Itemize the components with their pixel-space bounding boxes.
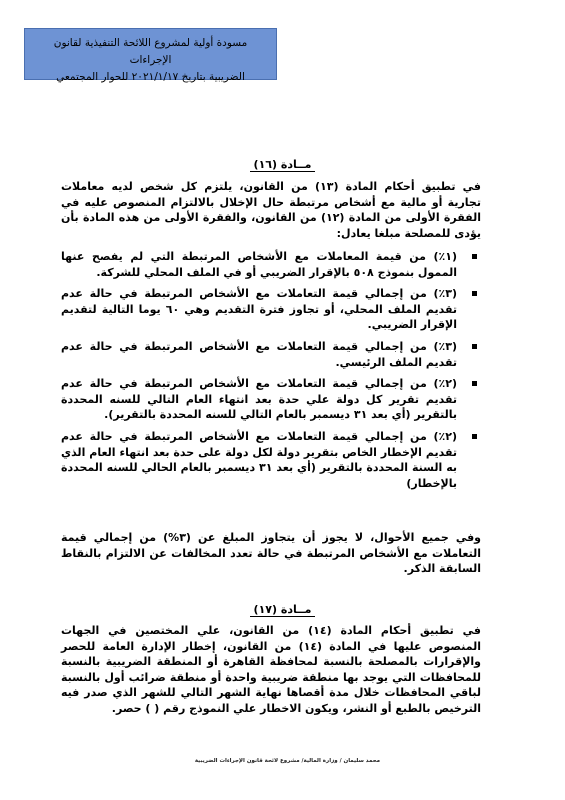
list-item xyxy=(61,249,481,280)
draft-notice-line1: مسودة أولية لمشروع اللائحة التنفيذية لقانون الإجراءات xyxy=(53,37,248,66)
article-16-title xyxy=(0,158,565,171)
bullet-icon xyxy=(472,344,477,349)
article-16-penalty-list xyxy=(61,249,481,497)
bullet-icon xyxy=(472,381,477,386)
list-item-text: (٣٪) من إجمالي قيمة التعاملات مع الأشخاص المرتبطة في حالة عدم تقديم الملف المحلي، أو تجاوز فترة التقديم وهي ٦٠ يوما التالية لتقديم الإقرار الضريبي. xyxy=(61,287,457,332)
bullet-icon xyxy=(472,291,477,296)
article-16-closing: وفي جميع الأحوال، لا يجوز أن يتجاوز المبلغ عن (٣%) من إجمالي قيمة التعاملات مع الأشخاص المرتبطة في حالة تعدد المخالفات عن الالتزام بالنقاط السابقة الذكر. xyxy=(61,531,482,576)
list-item xyxy=(61,376,481,423)
list-item-text: (٢٪) من إجمالي قيمة التعاملات مع الأشخاص المرتبطة في حالة عدم تقديم الإخطار الخاص بتقرير دولة لكل دولة على حدة بعد انتهاء العام الذي به السنة المحددة بالتقرير (أي بعد ٣١ ديسمبر بالعام الحالي للسنه المحددة بالإخطار) xyxy=(61,429,457,490)
page-footer: محمد سليمان / وزارة المالية/ مشروع لائحة قانون الإجراءات الضريبية xyxy=(194,758,380,764)
list-item-text: (٣٪) من إجمالي قيمة التعاملات مع الأشخاص المرتبطة في حالة عدم تقديم الملف الرئيسي. xyxy=(61,339,457,369)
article-16-intro: في تطبيق أحكام المادة (١٣) من القانون، يلتزم كل شخص لديه معاملات تجارية أو مالية مع أشخاص مرتبطة حال الإخلال بالالتزام المنصوص عليه في الفقرة الأولى من المادة (١٢) من القانون، والفقرة الأولى من هذه المادة بأن يؤدى للمصلحة مبلغا يعادل: xyxy=(61,180,482,240)
article-17-body: في تطبيق أحكام المادة (١٤) من القانون، علي المختصين في الجهات المنصوص عليها في المادة (١٤) من القانون، إخطار الإدارة العامة للحصر والإقرارات بالمصلحة بالنسبة لمحافظة القاهرة أو المنطقة الضريبية بالنسبة للمحافظات التي يوجد بها منطقة ضريبية واحدة أو منطقة ضرائب أول بالنسبة لباقي المحافظات خلال مدة أقصاها نهاية الشهر التالي للشهر الذي صدر فيه الترخيص بالطبع أو النشر، ويكون الاخطار علي النموذج رقم ( ) حصر. xyxy=(61,624,481,715)
article-16-title-text: مــادة (١٦) xyxy=(250,158,316,172)
article-17-title-text: مــادة (١٧) xyxy=(250,603,316,617)
draft-notice-box xyxy=(24,28,277,83)
list-item xyxy=(61,286,481,333)
list-item-text: (٢٪) من إجمالي قيمة التعاملات مع الأشخاص المرتبطة في حالة عدم تقديم تقرير كل دولة علي حدة بعد انتهاء العام التالي للسنه المحددة بالتقرير (أي بعد ٣١ ديسمبر بالعام التالي للسنه المحددة بالتقرير). xyxy=(61,377,457,422)
list-item-text: (١٪) من قيمة المعاملات مع الأشخاص المرتبطة التي لم يفصح عنها الممول بنموذج ٥٠٨ بالإقرار الضريبي أو في الملف المحلي للشركة. xyxy=(61,250,457,279)
list-item xyxy=(61,339,481,370)
bullet-icon xyxy=(472,254,477,259)
list-item xyxy=(61,429,481,491)
article-17-title xyxy=(0,603,565,616)
bullet-icon xyxy=(472,434,477,439)
draft-notice-line2: الضريبية بتاريخ ٢٠٢١/١/١٧ للحوار المجتمعي xyxy=(56,71,245,83)
